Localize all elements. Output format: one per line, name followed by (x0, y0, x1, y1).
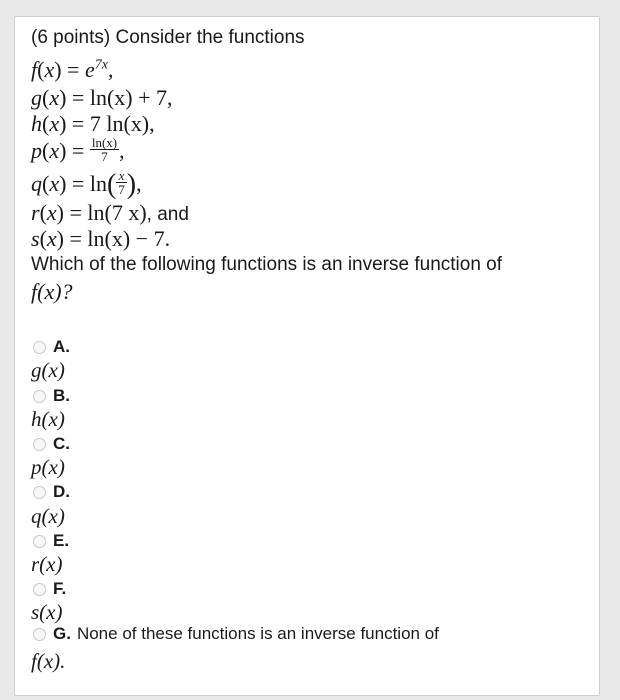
option-c-answer (31, 455, 65, 480)
option-b-answer (31, 407, 65, 432)
option-g-letter: G. (53, 624, 71, 643)
option-d[interactable] (33, 482, 70, 502)
option-f-letter: F. (53, 579, 67, 598)
option-f-answer-text: s(x) (31, 600, 63, 624)
f-exponent: 7x (94, 57, 108, 73)
option-b[interactable] (33, 386, 70, 406)
p-numerator: ln(x) (91, 135, 118, 151)
question-prompt-fx (31, 279, 73, 305)
option-c[interactable] (33, 434, 70, 454)
option-e-answer (31, 552, 62, 577)
radio-b[interactable] (33, 390, 46, 403)
radio-g[interactable] (33, 628, 46, 641)
q-numerator: x (116, 169, 127, 183)
h-rhs: 7 ln(x), (89, 111, 155, 136)
def-g: g(x) = ln(x) + 7, (31, 85, 173, 110)
option-a-answer-text: g(x) (31, 358, 65, 382)
option-a[interactable] (33, 337, 70, 357)
option-d-answer-text: q(x) (31, 504, 65, 528)
option-f-answer (31, 600, 62, 625)
q-denominator: 7 (118, 182, 125, 198)
def-r: r(x) = ln(7 x), and (31, 200, 189, 225)
question-header: (6 points) Consider the functions (31, 27, 305, 48)
option-b-letter: B. (53, 386, 70, 405)
radio-a[interactable] (33, 341, 46, 354)
radio-c[interactable] (33, 438, 46, 451)
option-c-letter: C. (53, 434, 70, 453)
option-e-letter: E. (53, 531, 70, 550)
p-denominator: 7 (101, 149, 108, 165)
g-rhs: ln(x) + 7, (89, 85, 173, 110)
option-b-answer-text: h(x) (31, 407, 65, 431)
question-prompt: Which of the following functions is an inverse function of (31, 254, 503, 275)
def-s: s(x) = ln(x) − 7. (31, 226, 171, 251)
option-c-answer-text: p(x) (31, 455, 65, 479)
option-d-answer (31, 504, 65, 529)
def-q: q(x) = ln( $\frac{x}{7}$ ), (31, 168, 142, 200)
radio-f[interactable] (33, 583, 46, 596)
prompt-fx-text: f(x)? (31, 279, 73, 304)
question-panel (14, 16, 600, 696)
p-fraction (90, 136, 119, 163)
radio-e[interactable] (33, 535, 46, 548)
option-f[interactable] (33, 579, 66, 599)
q-fraction (116, 169, 127, 196)
option-a-letter: A. (53, 337, 70, 356)
r-rhs: ln(7 x) (87, 200, 147, 225)
r-and: , and (146, 204, 189, 225)
option-g[interactable] (33, 624, 439, 644)
def-h: h(x) = 7 ln(x), (31, 111, 155, 136)
option-g-text: None of these functions is an inverse function of (76, 624, 439, 643)
option-g-answer-text: f(x). (31, 649, 66, 673)
def-f: $f(x) = e^{7x}$, (31, 57, 114, 82)
option-e[interactable] (33, 531, 69, 551)
f-base: e (84, 57, 95, 82)
option-e-answer-text: r(x) (31, 552, 63, 576)
option-g-answer (31, 649, 65, 674)
option-a-answer (31, 358, 65, 383)
s-rhs: ln(x) − 7. (87, 226, 171, 251)
def-p: p(x) = $\frac{\ln(x)}{7}$ , (31, 135, 125, 165)
radio-d[interactable] (33, 486, 46, 499)
option-d-letter: D. (53, 482, 70, 501)
